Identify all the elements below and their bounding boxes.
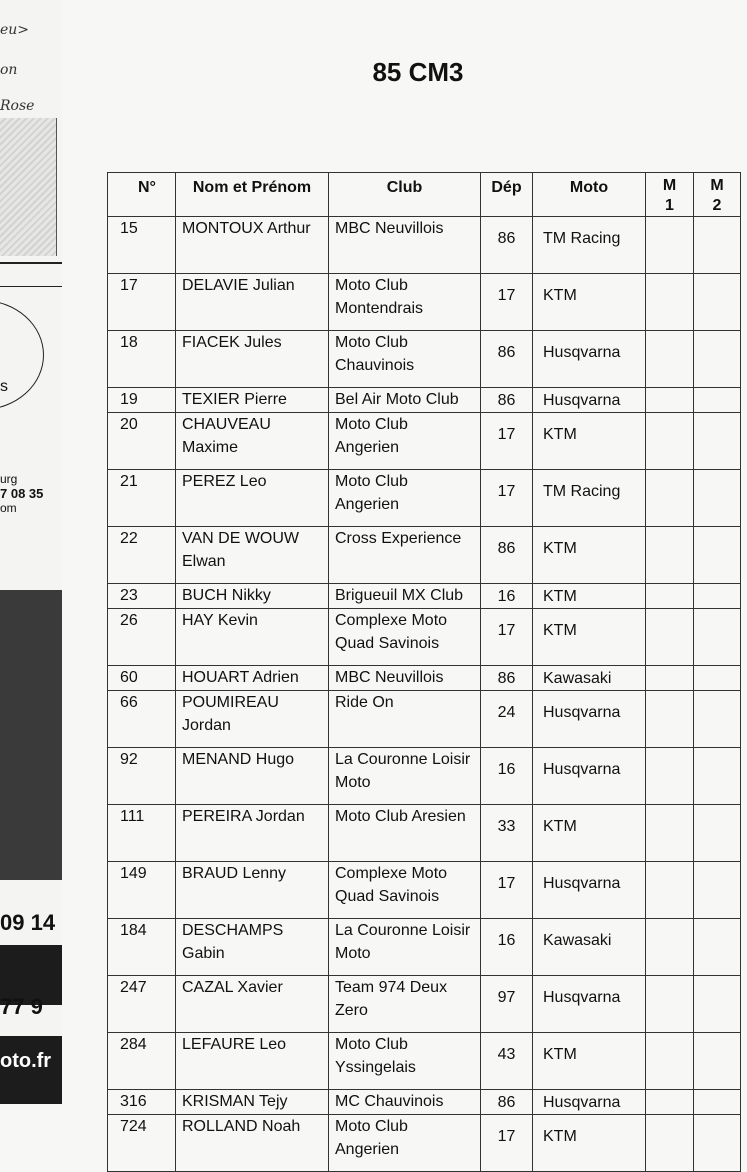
adjacent-fragment: on xyxy=(0,62,18,78)
cell-m1 xyxy=(646,919,694,976)
cell-club: Cross Experience xyxy=(329,527,481,584)
cell-m1 xyxy=(646,1033,694,1090)
table-row xyxy=(108,748,741,805)
adjacent-fragment: 7 08 35 xyxy=(0,486,44,501)
adjacent-fragment: urg xyxy=(0,472,18,486)
cell-dep: 17 xyxy=(481,274,533,331)
cell-name: PEREZ Leo xyxy=(176,470,329,527)
table-row xyxy=(108,413,741,470)
cell-dep: 97 xyxy=(481,976,533,1033)
cell-moto: Husqvarna xyxy=(533,388,646,413)
table-row xyxy=(108,527,741,584)
cell-moto: Husqvarna xyxy=(533,748,646,805)
cell-dep: 86 xyxy=(481,666,533,691)
cell-name: MENAND Hugo xyxy=(176,748,329,805)
cell-m1 xyxy=(646,976,694,1033)
header-row xyxy=(108,173,741,217)
cell-dep: 24 xyxy=(481,691,533,748)
table-row xyxy=(108,805,741,862)
cell-m1 xyxy=(646,862,694,919)
cell-num: 18 xyxy=(108,331,176,388)
cell-m2 xyxy=(694,919,741,976)
table-row xyxy=(108,1033,741,1090)
cell-moto: TM Racing xyxy=(533,470,646,527)
cell-moto: Husqvarna xyxy=(533,1090,646,1115)
table-row xyxy=(108,976,741,1033)
cell-name: HOUART Adrien xyxy=(176,666,329,691)
adjacent-fragment: oto.fr xyxy=(0,1050,52,1072)
adjacent-fragment: om xyxy=(0,501,17,515)
cell-name: VAN DE WOUW Elwan xyxy=(176,527,329,584)
cell-num: 19 xyxy=(108,388,176,413)
cell-num: 21 xyxy=(108,470,176,527)
cell-m2 xyxy=(694,1033,741,1090)
cell-dep: 17 xyxy=(481,470,533,527)
cell-m1 xyxy=(646,413,694,470)
cell-num: 284 xyxy=(108,1033,176,1090)
cell-dep: 86 xyxy=(481,331,533,388)
header-m2: M 2 xyxy=(694,173,741,217)
header-moto: Moto xyxy=(533,173,646,217)
cell-m2 xyxy=(694,1115,741,1172)
cell-m1 xyxy=(646,666,694,691)
cell-num: 247 xyxy=(108,976,176,1033)
cell-club: Brigueuil MX Club xyxy=(329,584,481,609)
table-row xyxy=(108,584,741,609)
table-row xyxy=(108,1115,741,1172)
adjacent-divider xyxy=(0,262,62,264)
cell-club: Complexe Moto Quad Savinois xyxy=(329,609,481,666)
cell-dep: 17 xyxy=(481,609,533,666)
cell-club: Moto Club Yssingelais xyxy=(329,1033,481,1090)
cell-name: BUCH Nikky xyxy=(176,584,329,609)
adjacent-fragment: s xyxy=(0,378,8,395)
cell-m2 xyxy=(694,976,741,1033)
header-num: N° xyxy=(108,173,176,217)
cell-m2 xyxy=(694,527,741,584)
cell-name: DESCHAMPS Gabin xyxy=(176,919,329,976)
cell-num: 316 xyxy=(108,1090,176,1115)
cell-moto: Husqvarna xyxy=(533,331,646,388)
cell-moto: KTM xyxy=(533,1115,646,1172)
cell-moto: KTM xyxy=(533,1033,646,1090)
cell-dep: 17 xyxy=(481,413,533,470)
cell-dep: 16 xyxy=(481,748,533,805)
adjacent-fragment: 77 9 xyxy=(0,994,43,1019)
cell-dep: 86 xyxy=(481,1090,533,1115)
cell-num: 724 xyxy=(108,1115,176,1172)
cell-m1 xyxy=(646,274,694,331)
cell-m2 xyxy=(694,584,741,609)
cell-moto: Kawasaki xyxy=(533,919,646,976)
cell-m2 xyxy=(694,217,741,274)
cell-m1 xyxy=(646,527,694,584)
cell-name: TEXIER Pierre xyxy=(176,388,329,413)
table-row xyxy=(108,388,741,413)
header-club: Club xyxy=(329,173,481,217)
cell-moto: Husqvarna xyxy=(533,862,646,919)
cell-m2 xyxy=(694,331,741,388)
cell-m2 xyxy=(694,748,741,805)
cell-name: ROLLAND Noah xyxy=(176,1115,329,1172)
cell-name: FIACEK Jules xyxy=(176,331,329,388)
cell-name: BRAUD Lenny xyxy=(176,862,329,919)
cell-moto: Husqvarna xyxy=(533,976,646,1033)
adjacent-fragment: eu> xyxy=(0,22,30,38)
cell-num: 22 xyxy=(108,527,176,584)
cell-club: Moto Club Angerien xyxy=(329,1115,481,1172)
table-row xyxy=(108,217,741,274)
cell-name: POUMIREAU Jordan xyxy=(176,691,329,748)
cell-club: Moto Club Angerien xyxy=(329,413,481,470)
adjacent-fragment: 09 14 xyxy=(0,910,56,935)
cell-m1 xyxy=(646,609,694,666)
cell-m2 xyxy=(694,862,741,919)
cell-moto: KTM xyxy=(533,274,646,331)
cell-m2 xyxy=(694,413,741,470)
cell-num: 23 xyxy=(108,584,176,609)
cell-m1 xyxy=(646,748,694,805)
cell-num: 92 xyxy=(108,748,176,805)
cell-m2 xyxy=(694,691,741,748)
cell-club: Moto Club Chauvinois xyxy=(329,331,481,388)
cell-m1 xyxy=(646,1090,694,1115)
cell-name: LEFAURE Leo xyxy=(176,1033,329,1090)
cell-club: MC Chauvinois xyxy=(329,1090,481,1115)
cell-num: 66 xyxy=(108,691,176,748)
cell-m1 xyxy=(646,584,694,609)
cell-m2 xyxy=(694,609,741,666)
cell-club: Complexe Moto Quad Savinois xyxy=(329,862,481,919)
cell-dep: 33 xyxy=(481,805,533,862)
cell-club: Bel Air Moto Club xyxy=(329,388,481,413)
adjacent-illustration xyxy=(0,118,57,256)
cell-club: La Couronne Loisir Moto xyxy=(329,919,481,976)
cell-club: Moto Club Angerien xyxy=(329,470,481,527)
cell-name: CAZAL Xavier xyxy=(176,976,329,1033)
cell-num: 17 xyxy=(108,274,176,331)
page-title: 85 CM3 xyxy=(372,57,464,87)
cell-m1 xyxy=(646,1115,694,1172)
cell-moto: KTM xyxy=(533,527,646,584)
adjacent-page-strip xyxy=(0,0,62,1104)
adjacent-dark-panel xyxy=(0,590,62,880)
cell-dep: 43 xyxy=(481,1033,533,1090)
cell-club: La Couronne Loisir Moto xyxy=(329,748,481,805)
cell-num: 111 xyxy=(108,805,176,862)
cell-dep: 86 xyxy=(481,217,533,274)
cell-m2 xyxy=(694,666,741,691)
cell-moto: TM Racing xyxy=(533,217,646,274)
rider-table xyxy=(107,172,741,1172)
cell-name: DELAVIE Julian xyxy=(176,274,329,331)
cell-name: CHAUVEAU Maxime xyxy=(176,413,329,470)
cell-moto: KTM xyxy=(533,584,646,609)
cell-club: MBC Neuvillois xyxy=(329,666,481,691)
cell-dep: 17 xyxy=(481,1115,533,1172)
cell-moto: KTM xyxy=(533,413,646,470)
table-row xyxy=(108,470,741,527)
cell-m1 xyxy=(646,331,694,388)
cell-club: Ride On xyxy=(329,691,481,748)
cell-club: MBC Neuvillois xyxy=(329,217,481,274)
cell-dep: 86 xyxy=(481,388,533,413)
cell-m1 xyxy=(646,470,694,527)
cell-dep: 16 xyxy=(481,584,533,609)
cell-m1 xyxy=(646,217,694,274)
header-m1: M 1 xyxy=(646,173,694,217)
cell-club: Moto Club Montendrais xyxy=(329,274,481,331)
table-row xyxy=(108,666,741,691)
cell-moto: KTM xyxy=(533,805,646,862)
header-name: Nom et Prénom xyxy=(176,173,329,217)
cell-club: Moto Club Aresien xyxy=(329,805,481,862)
adjacent-divider xyxy=(0,286,62,287)
table-row xyxy=(108,862,741,919)
cell-m2 xyxy=(694,470,741,527)
cell-dep: 86 xyxy=(481,527,533,584)
table-row xyxy=(108,1090,741,1115)
cell-moto: Kawasaki xyxy=(533,666,646,691)
cell-num: 26 xyxy=(108,609,176,666)
cell-club: Team 974 Deux Zero xyxy=(329,976,481,1033)
header-dep: Dép xyxy=(481,173,533,217)
cell-name: MONTOUX Arthur xyxy=(176,217,329,274)
cell-num: 15 xyxy=(108,217,176,274)
cell-m1 xyxy=(646,691,694,748)
cell-name: PEREIRA Jordan xyxy=(176,805,329,862)
cell-m1 xyxy=(646,388,694,413)
table-row xyxy=(108,609,741,666)
cell-dep: 17 xyxy=(481,862,533,919)
cell-m2 xyxy=(694,388,741,413)
table-row xyxy=(108,274,741,331)
cell-m2 xyxy=(694,274,741,331)
cell-moto: KTM xyxy=(533,609,646,666)
cell-m1 xyxy=(646,805,694,862)
cell-m2 xyxy=(694,805,741,862)
cell-moto: Husqvarna xyxy=(533,691,646,748)
table-row xyxy=(108,331,741,388)
cell-dep: 16 xyxy=(481,919,533,976)
cell-name: HAY Kevin xyxy=(176,609,329,666)
cell-num: 149 xyxy=(108,862,176,919)
table-row xyxy=(108,691,741,748)
cell-num: 60 xyxy=(108,666,176,691)
cell-num: 184 xyxy=(108,919,176,976)
cell-num: 20 xyxy=(108,413,176,470)
cell-m2 xyxy=(694,1090,741,1115)
cell-name: KRISMAN Tejy xyxy=(176,1090,329,1115)
table-row xyxy=(108,919,741,976)
adjacent-fragment: Rose xyxy=(0,98,35,114)
